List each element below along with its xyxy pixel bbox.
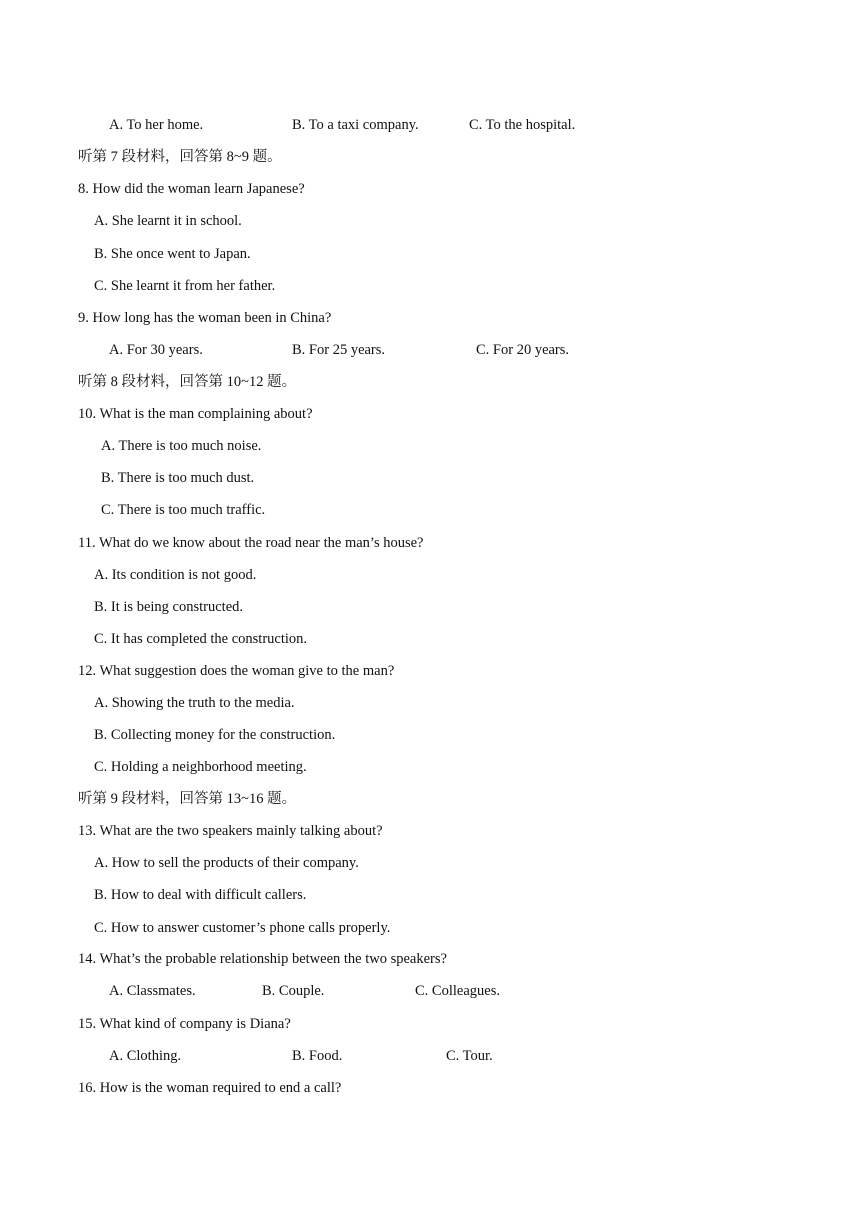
q8-option-b: B. She once went to Japan. xyxy=(94,246,251,262)
q12-option-b: B. Collecting money for the construction. xyxy=(94,727,336,743)
q15-option-a: A. Clothing. xyxy=(109,1048,182,1064)
q10-option-c: C. There is too much traffic. xyxy=(101,502,266,518)
q15-question: 15. What kind of company is Diana? xyxy=(78,1016,291,1032)
q10-option-b: B. There is too much dust. xyxy=(101,470,255,486)
q11-option-b: B. It is being constructed. xyxy=(94,599,244,615)
q11-option-c: C. It has completed the construction. xyxy=(94,631,308,647)
q10-option-a: A. There is too much noise. xyxy=(101,438,262,454)
q14-options xyxy=(0,982,868,1000)
section-9-heading: 听第 9 段材料，回答第 13~16 题。 xyxy=(78,791,297,807)
q9-question: 9. How long has the woman been in China? xyxy=(78,310,332,326)
q13-option-b: B. How to deal with difficult callers. xyxy=(94,887,307,903)
q15-options xyxy=(0,1047,868,1065)
q12-question: 12. What suggestion does the woman give to the man? xyxy=(78,663,395,679)
q13-option-c: C. How to answer customer’s phone calls properly. xyxy=(94,920,391,936)
section-8-heading: 听第 8 段材料，回答第 10~12 题。 xyxy=(78,374,297,390)
q9-options xyxy=(0,341,868,359)
q7-option-a: A. To her home. xyxy=(109,117,204,133)
q9-option-a: A. For 30 years. xyxy=(109,342,203,358)
q15-option-c: C. Tour. xyxy=(446,1048,493,1064)
q11-question: 11. What do we know about the road near the man’s house? xyxy=(78,535,424,551)
q10-question: 10. What is the man complaining about? xyxy=(78,406,313,422)
q9-option-b: B. For 25 years. xyxy=(292,342,386,358)
q14-option-c: C. Colleagues. xyxy=(415,983,500,999)
q8-option-c: C. She learnt it from her father. xyxy=(94,278,276,294)
q7-option-b: B. To a taxi company. xyxy=(292,117,419,133)
q16-question: 16. How is the woman required to end a call? xyxy=(78,1080,342,1096)
q14-option-a: A. Classmates. xyxy=(109,983,196,999)
q12-option-a: A. Showing the truth to the media. xyxy=(94,695,295,711)
q7-option-c: C. To the hospital. xyxy=(469,117,576,133)
q8-option-a: A. She learnt it in school. xyxy=(94,213,242,229)
q9-option-c: C. For 20 years. xyxy=(476,342,570,358)
q7-options xyxy=(0,116,868,134)
q8-question: 8. How did the woman learn Japanese? xyxy=(78,181,305,197)
q14-option-b: B. Couple. xyxy=(262,983,325,999)
q15-option-b: B. Food. xyxy=(292,1048,343,1064)
q14-question: 14. What’s the probable relationship between the two speakers? xyxy=(78,951,447,967)
q13-question: 13. What are the two speakers mainly talking about? xyxy=(78,823,383,839)
q13-option-a: A. How to sell the products of their company. xyxy=(94,855,359,871)
q12-option-c: C. Holding a neighborhood meeting. xyxy=(94,759,307,775)
q11-option-a: A. Its condition is not good. xyxy=(94,567,257,583)
section-7-heading: 听第 7 段材料，回答第 8~9 题。 xyxy=(78,149,282,165)
